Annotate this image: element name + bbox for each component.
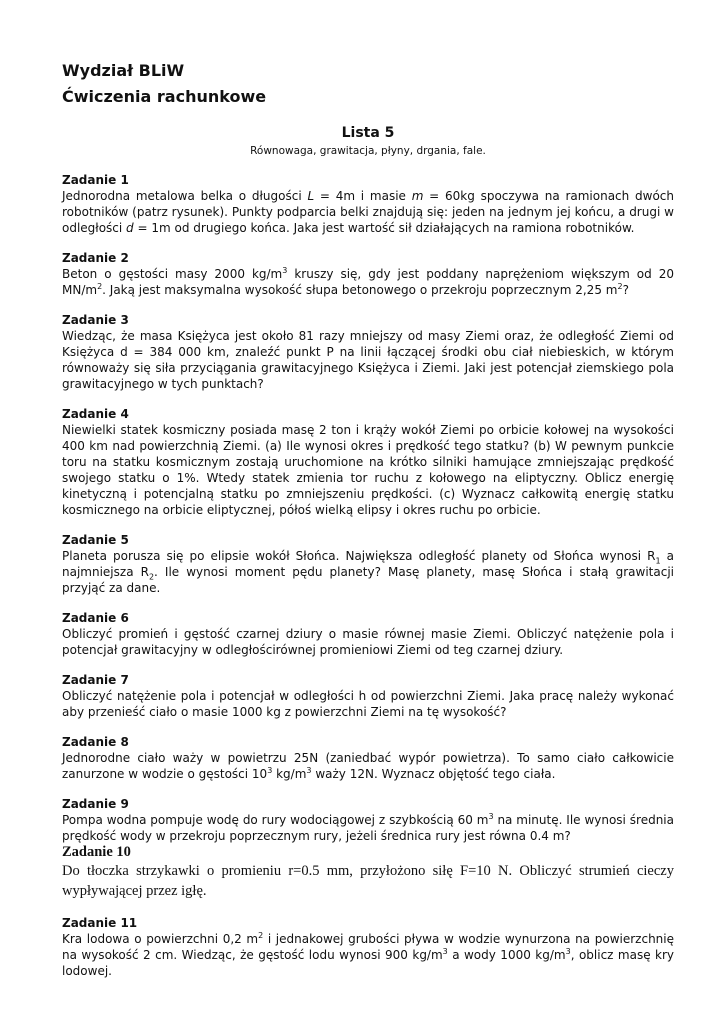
task-7 bbox=[62, 672, 674, 720]
symbol-L: L bbox=[307, 189, 315, 203]
task-title: Zadanie 6 bbox=[62, 611, 129, 625]
task-4 bbox=[62, 406, 674, 518]
task-10 bbox=[62, 844, 674, 901]
task-title: Zadanie 4 bbox=[62, 407, 129, 421]
task-11 bbox=[62, 915, 674, 979]
document-header bbox=[62, 58, 674, 110]
task-1 bbox=[62, 172, 674, 236]
task-5 bbox=[62, 532, 674, 596]
task-title: Zadanie 2 bbox=[62, 251, 129, 265]
list-subtitle: Równowaga, grawitacja, płyny, drgania, fale. bbox=[250, 145, 486, 157]
task-9 bbox=[62, 796, 674, 844]
symbol-m: m bbox=[411, 189, 424, 203]
task-body: Do tłoczka strzykawki o promieniu r=0.5 mm, przyłożono siłę F=10 N. Obliczyć strumień cieczy wypływającej przez igłę. bbox=[62, 863, 674, 899]
task-body: Beton o gęstości masy 2000 $kg/m^3$ kruszy się, gdy jest poddany naprężeniom większym od 20 $MN/m^2$. Jaką jest maksymalna wysokość słupa betonowego o przekroju poprzecznym 2,25 $m^2$? bbox=[62, 266, 674, 297]
task-body: Niewielki statek kosmiczny posiada masę 2 ton i krąży wokół Ziemi po orbicie kołowej na wysokości 400 km nad powierzchnią Ziemi. (a) Ile wynosi okres i prędkość tego statku? (b) W pewnym punkcie toru na statku kosmicznym zostają uruchomione na krótko silniki hamujące zmniejszając prędkość swojego statku o 1%. Wtedy statek zmienia tor ruchu z kołowego na eliptyczny. Oblicz energię kinetyczną i potencjalną statku po zmniejszeniu prędkości. (c) Wyznacz całkowitą energię statku kosmicznego na orbicie eliptycznej, półoś wielką elipsy i okres ruchu po orbicie. bbox=[62, 423, 674, 517]
list-title: Lista 5 bbox=[341, 125, 395, 141]
document-page bbox=[62, 58, 674, 993]
task-title: Zadanie 3 bbox=[62, 313, 129, 327]
task-body: Wiedząc, że masa Księżyca jest około 81 razy mniejszy od masy Ziemi oraz, że odległość Ziemi od Księżyca d = 384 000 km, znaleźć punkt P na linii łączącej środki obu ciał niebieskich, w którym równoważy się siła przyciągania grawitacyjnego Księżyca i Ziemi. Jaki jest potencjał ziemskiego pola grawitacyjnego w tych punktach? bbox=[62, 329, 674, 391]
task-body: Jednorodne ciało waży w powietrzu 25N (zaniedbać wypór powietrza). To samo ciało całkowicie zanurzone w wodzie o gęstości $10^3$ $kg/m^3$ waży 12N. Wyznacz objętość tego ciała. bbox=[62, 751, 674, 781]
task-2 bbox=[62, 250, 674, 298]
task-6 bbox=[62, 610, 674, 658]
course-type: Ćwiczenia rachunkowe bbox=[62, 87, 267, 106]
task-body: Jednorodna metalowa belka o długości L = 4m i masie m = 60kg spoczywa na ramionach dwóch robotników (patrz rysunek). Punkty podparcia belki znajdują się: jeden na jednym jej końcu, a drugi w odległości d = 1m od drugiego końca. Jaka jest wartość sił działających na ramiona robotników. bbox=[62, 189, 675, 235]
task-body: Kra lodowa o powierzchni 0,2 $m^2$ i jednakowej grubości pływa w wodzie wynurzona na powierzchnię na wysokość 2 cm. Wiedząc, że gęstość lodu wynosi 900 $kg/m^3$ a wody 1000 $kg/m^3$, oblicz masę kry lodowej. bbox=[62, 931, 674, 978]
task-title: Zadanie 7 bbox=[62, 673, 129, 687]
task-8 bbox=[62, 734, 674, 782]
faculty-name: Wydział BLiW bbox=[62, 61, 185, 80]
task-3 bbox=[62, 312, 674, 392]
task-body: Planeta porusza się po elipsie wokół Słońca. Największa odległość planety od Słońca wynosi $R_1$ a najmniejsza $R_2$. Ile wynosi moment pędu planety? Masę planety, masę Słońca i stałą grawitacji przyjąć za dane. bbox=[62, 549, 675, 595]
task-title: Zadanie 8 bbox=[62, 735, 129, 749]
task-body: Obliczyć promień i gęstość czarnej dziury o masie równej masie Ziemi. Obliczyć natężenie pola i potencjał grawitacyjny w odległościrównej promieniowi Ziemi od teg czarnej dziury. bbox=[62, 627, 674, 657]
task-title: Zadanie 9 bbox=[62, 797, 129, 811]
task-body: Obliczyć natężenie pola i potencjał w odległości h od powierzchni Ziemi. Jaka pracę należy wykonać aby przenieść ciało o masie 1000 kg z powierzchni Ziemi na tę wysokość? bbox=[62, 689, 674, 719]
task-title: Zadanie 10 bbox=[62, 844, 131, 860]
task-title: Zadanie 5 bbox=[62, 533, 129, 547]
task-title: Zadanie 1 bbox=[62, 173, 129, 187]
symbol-d: d bbox=[126, 221, 134, 235]
task-body: Pompa wodna pompuje wodę do rury wodociągowej z szybkością 60 $m^3$ na minutę. Ile wynosi średnia prędkość wody w przekroju poprzecznym rury, jeżeli średnica rury jest równa 0.4 m? bbox=[62, 812, 674, 843]
task-title: Zadanie 11 bbox=[62, 916, 138, 930]
